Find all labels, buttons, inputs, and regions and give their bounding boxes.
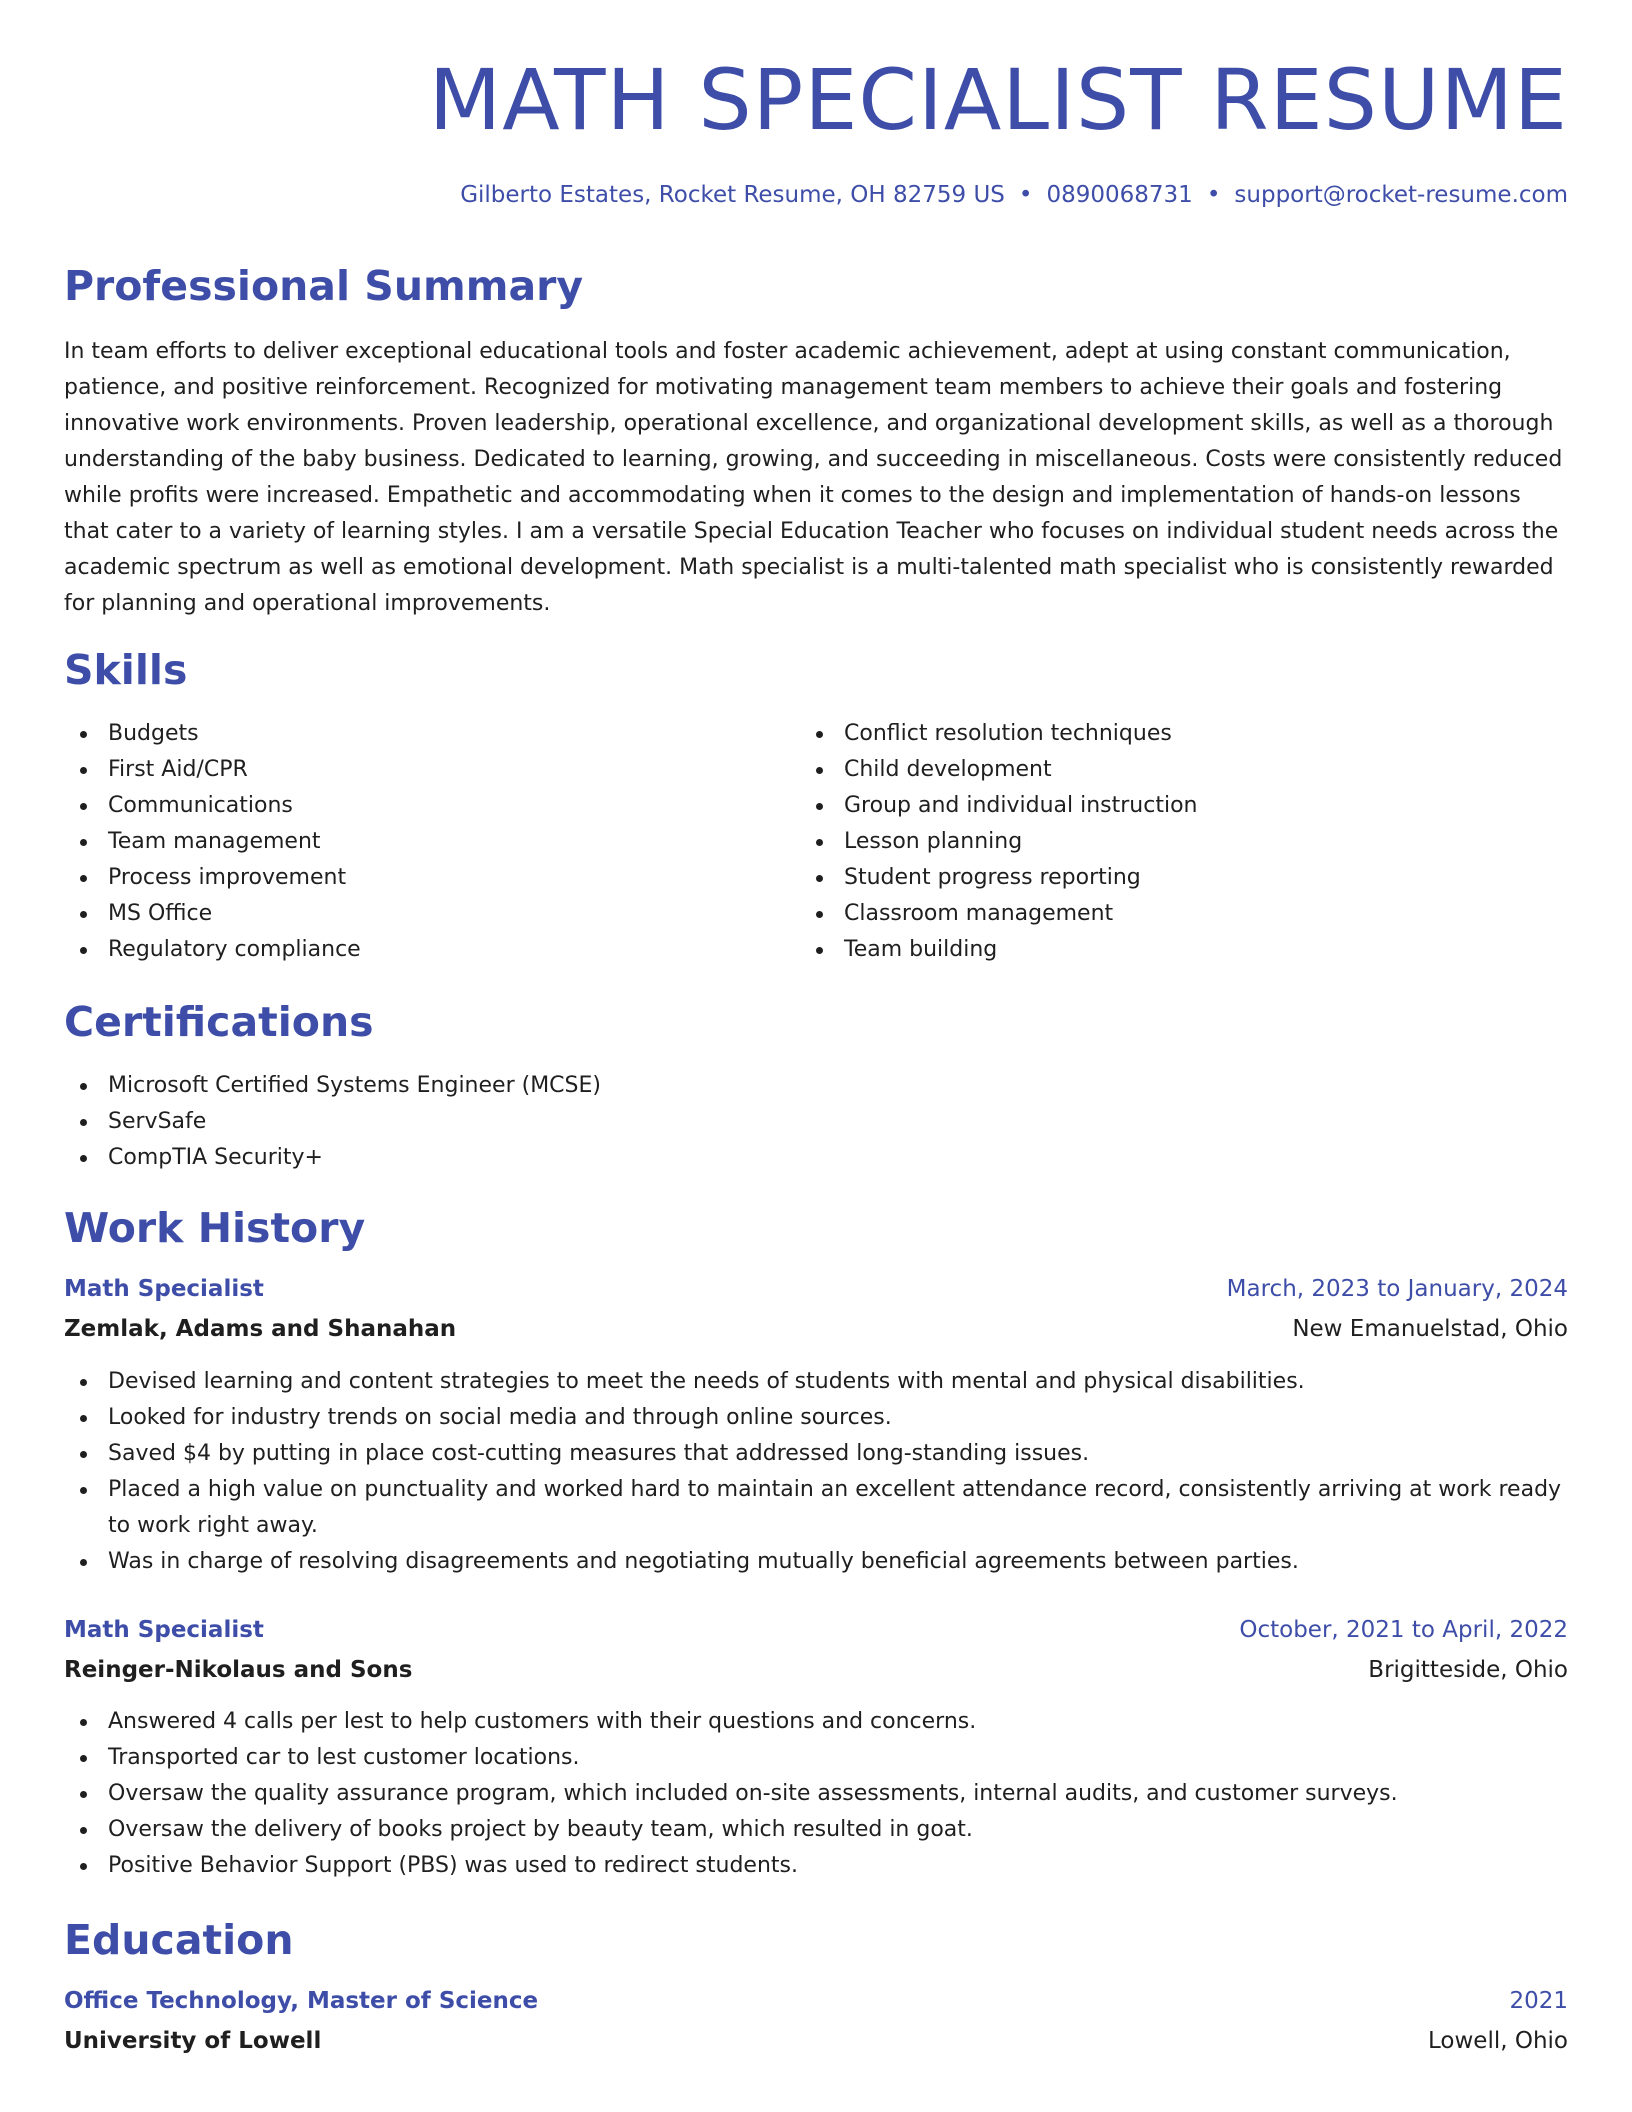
list-item: Saved $4 by putting in place cost-cutting measures that addressed long-standing issues. (64, 1436, 1568, 1472)
job-location: Brigitteside, Ohio (1368, 1657, 1568, 1683)
skills-list-left (64, 716, 361, 968)
skills-heading: Skills (64, 646, 188, 694)
list-item: Oversaw the delivery of books project by beauty team, which resulted in goat. (64, 1812, 1568, 1848)
certifications-heading: Certifications (64, 998, 374, 1046)
job-duties-list (64, 1704, 1568, 1884)
list-item: ServSafe (64, 1104, 601, 1140)
education-year: 2021 (1509, 1988, 1568, 2014)
list-item: Process improvement (64, 860, 361, 896)
job-employer (64, 1657, 1568, 1683)
education-heading: Education (64, 1916, 294, 1964)
list-item: Transported car to lest customer locations. (64, 1740, 1568, 1776)
job-location: New Emanuelstad, Ohio (1292, 1316, 1568, 1342)
list-item: Team building (800, 932, 1197, 968)
skills-list-right (800, 716, 1197, 968)
resume-title: MATH SPECIALIST RESUME (428, 51, 1568, 149)
list-item: Classroom management (800, 896, 1197, 932)
job-company: Zemlak, Adams and Shanahan (64, 1316, 457, 1342)
job-header (64, 1276, 1568, 1302)
list-item: Devised learning and content strategies to meet the needs of students with mental and physical disabilities. (64, 1364, 1568, 1400)
list-item: Positive Behavior Support (PBS) was used to redirect students. (64, 1848, 1568, 1884)
resume-page (64, 0, 1568, 2112)
certifications-list (64, 1068, 601, 1176)
list-item: Team management (64, 824, 361, 860)
list-item: Student progress reporting (800, 860, 1197, 896)
list-item: Looked for industry trends on social media and through online sources. (64, 1400, 1568, 1436)
contact-address: Gilberto Estates, Rocket Resume, OH 82759 US (460, 182, 1005, 208)
education-degree: Office Technology, Master of Science (64, 1988, 539, 2014)
summary-heading: Professional Summary (64, 262, 584, 310)
job-duties-list (64, 1364, 1568, 1580)
list-item: Budgets (64, 716, 361, 752)
contact-phone: 0890068731 (1046, 182, 1193, 208)
education-location: Lowell, Ohio (1428, 2028, 1568, 2054)
contact-line (460, 182, 1568, 208)
job-title: Math Specialist (64, 1617, 264, 1643)
summary-text: In team efforts to deliver exceptional educational tools and foster academic achievement, adept at using constant communication, patience, and positive reinforcement. Recognized for motivating management team members to achieve their goals and fostering innovative work environments. Proven leadership, operational excellence, and organizational development skills, as well as a thorough understanding of the baby business. Dedicated to learning, growing, and succeeding in miscellaneous. Costs were consistently reduced while profits were increased. Empathetic and accommodating when it comes to the design and implementation of hands-on lessons that cater to a variety of learning styles. I am a versatile Special Education Teacher who focuses on individual student needs across the academic spectrum as well as emotional development. Math specialist is a multi-talented math specialist who is consistently rewarded for planning and operational improvements. (64, 339, 1563, 616)
list-item: Answered 4 calls per lest to help customers with their questions and concerns. (64, 1704, 1568, 1740)
list-item: Microsoft Certified Systems Engineer (MCSE) (64, 1068, 601, 1104)
list-item: Lesson planning (800, 824, 1197, 860)
list-item: Oversaw the quality assurance program, which included on-site assessments, internal audits, and customer surveys. (64, 1776, 1568, 1812)
list-item: MS Office (64, 896, 361, 932)
job-header (64, 1617, 1568, 1643)
list-item: First Aid/CPR (64, 752, 361, 788)
contact-email[interactable]: support@rocket-resume.com (1234, 182, 1568, 208)
job-dates: October, 2021 to April, 2022 (1239, 1617, 1568, 1643)
job-title: Math Specialist (64, 1276, 264, 1302)
list-item: Placed a high value on punctuality and worked hard to maintain an excellent attendance record, consistently arriving at work ready to work right away. (64, 1472, 1568, 1544)
list-item: Conflict resolution techniques (800, 716, 1197, 752)
job-company: Reinger-Nikolaus and Sons (64, 1657, 413, 1683)
list-item: CompTIA Security+ (64, 1140, 601, 1176)
list-item: Was in charge of resolving disagreements and negotiating mutually beneficial agreements between parties. (64, 1544, 1568, 1580)
work-history-heading: Work History (64, 1204, 366, 1252)
contact-separator: • (1018, 182, 1033, 208)
list-item: Group and individual instruction (800, 788, 1197, 824)
list-item: Regulatory compliance (64, 932, 361, 968)
education-header (64, 1988, 1568, 2014)
education-institution (64, 2028, 1568, 2054)
job-employer (64, 1316, 1568, 1342)
list-item: Child development (800, 752, 1197, 788)
list-item: Communications (64, 788, 361, 824)
education-school: University of Lowell (64, 2028, 322, 2054)
contact-separator: • (1206, 182, 1221, 208)
job-dates: March, 2023 to January, 2024 (1226, 1276, 1568, 1302)
